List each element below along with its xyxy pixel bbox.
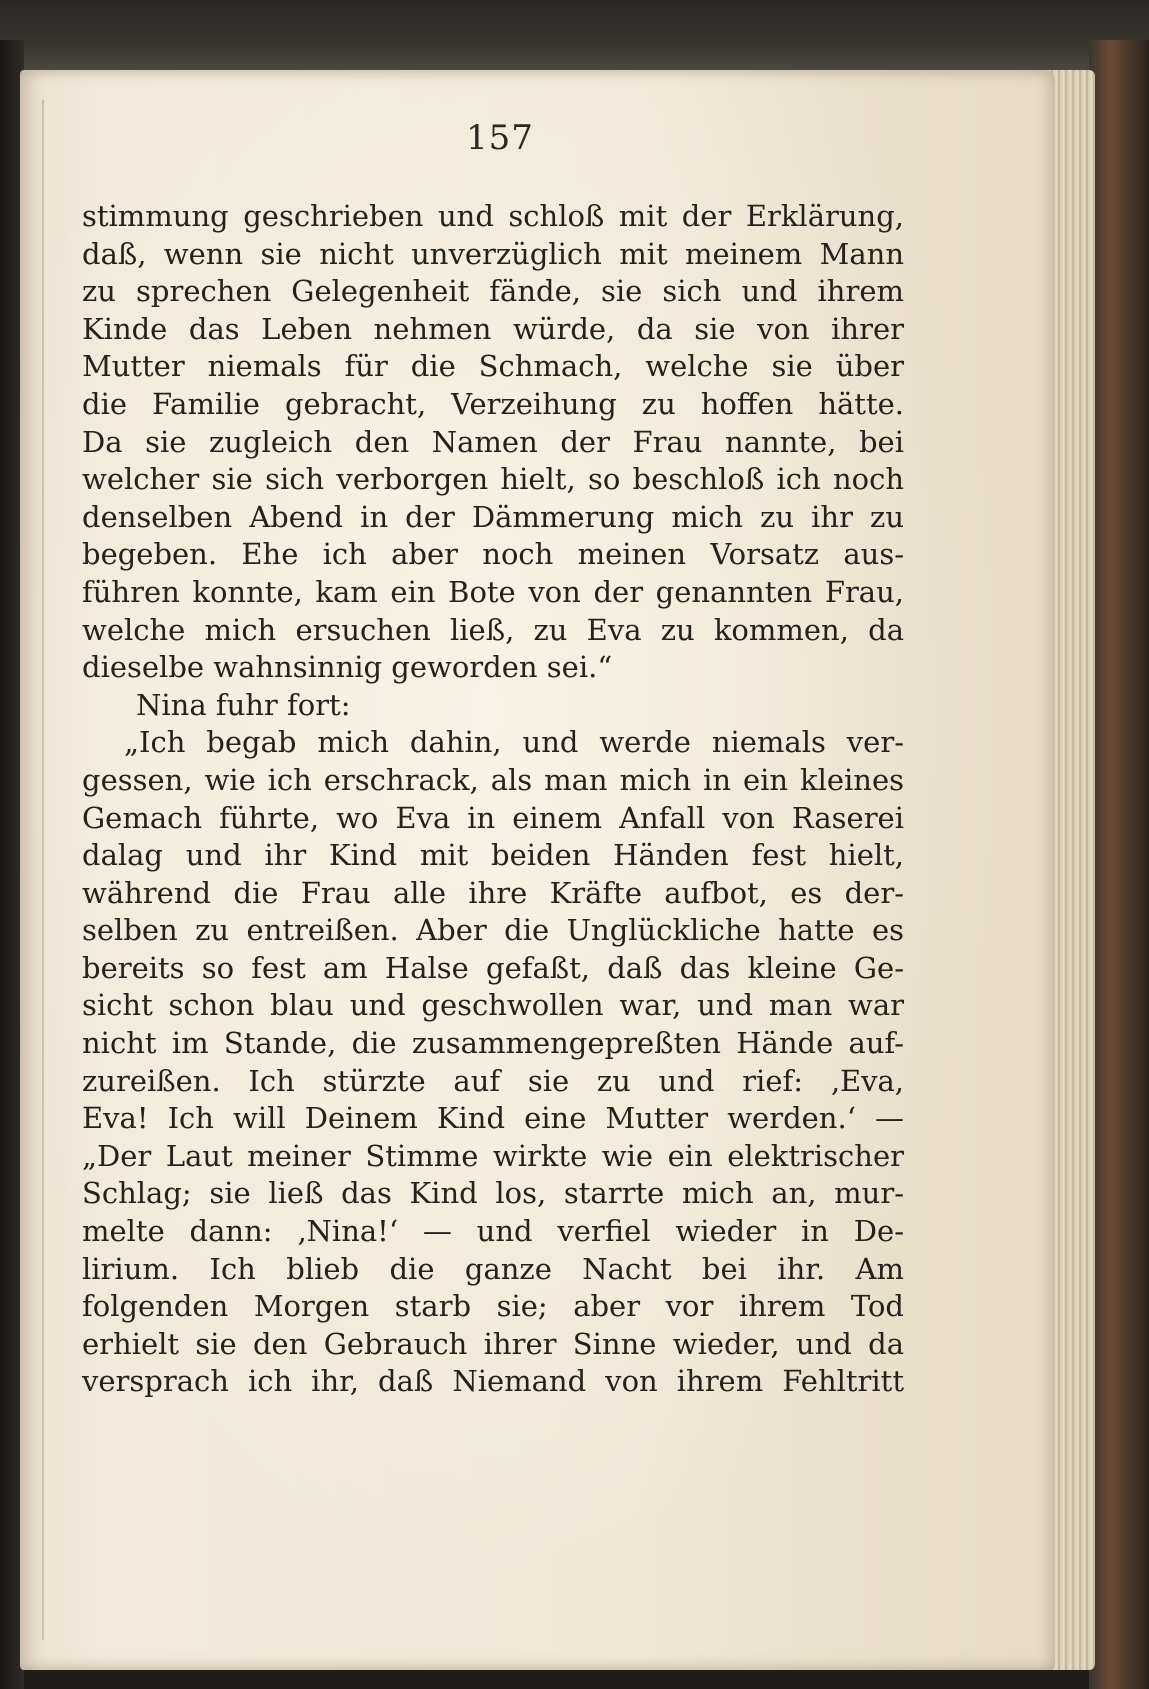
text-line: Da sie zugleich den Namen der Frau nannte, bei	[82, 424, 904, 459]
text-line: denselben Abend in der Dämmerung mich zu ihr zu	[82, 499, 904, 534]
book-cover-top	[0, 0, 1149, 70]
text-line: zu sprechen Gelegenheit fände, sie sich und ihrem	[82, 274, 904, 309]
text-line: während die Frau alle ihre Kräfte aufbot, es der-	[82, 875, 904, 910]
text-line: die Familie gebracht, Verzeihung zu hoffen hätte.	[82, 386, 904, 421]
text-line: Mutter niemals für die Schmach, welche sie über	[82, 349, 904, 384]
text-line: sicht schon blau und geschwollen war, und man war	[82, 988, 904, 1023]
text-line: dalag und ihr Kind mit beiden Händen fest hielt,	[82, 838, 904, 873]
book-page	[20, 70, 1055, 1670]
text-line: stimmung geschrieben und schloß mit der Erklärung,	[82, 199, 904, 233]
text-line: Gemach führte, wo Eva in einem Anfall von Raserei	[82, 800, 904, 835]
text-line: lirium. Ich blieb die ganze Nacht bei ihr. Am	[82, 1251, 904, 1286]
text-line: erhielt sie den Gebrauch ihrer Sinne wieder, und da	[82, 1326, 904, 1361]
text-line: Schlag; sie ließ das Kind los, starrte mich an, mur-	[82, 1176, 904, 1211]
text-line: gessen, wie ich erschrack, als man mich in ein kleines	[82, 762, 904, 797]
text-line: „Der Laut meiner Stimme wirkte wie ein elektrischer	[82, 1138, 904, 1173]
text-line: versprach ich ihr, daß Niemand von ihrem Fehltritt	[82, 1364, 904, 1399]
text-line: nicht im Stande, die zusammengepreßten Hände auf-	[82, 1026, 904, 1061]
page-number: 157	[466, 118, 534, 158]
text-line: zureißen. Ich stürzte auf sie zu und rief: ‚Eva,	[82, 1063, 904, 1098]
text-line: welcher sie sich verborgen hielt, so beschloß ich noch	[82, 462, 904, 497]
text-line: Kinde das Leben nehmen würde, da sie von ihrer	[82, 311, 904, 346]
text-line: Eva! Ich will Deinem Kind eine Mutter werden.‘ —	[82, 1101, 904, 1136]
text-line: selben zu entreißen. Aber die Unglückliche hatte es	[82, 913, 904, 948]
text-line: dieselbe wahnsinnig geworden sei.“	[82, 650, 613, 685]
book-cover-right	[1089, 40, 1149, 1689]
text-line: melte dann: ‚Nina!‘ — und verfiel wieder in De-	[82, 1214, 904, 1249]
text-line: folgenden Morgen starb sie; aber vor ihrem Tod	[82, 1289, 904, 1324]
text-line: daß, wenn sie nicht unverzüglich mit meinem Mann	[82, 236, 904, 271]
page-gutter	[42, 100, 44, 1640]
text-line: bereits so fest am Halse gefaßt, daß das kleine Ge-	[82, 950, 904, 985]
text-line: Nina fuhr fort:	[136, 687, 351, 722]
page-text	[82, 198, 904, 1401]
text-line: „Ich begab mich dahin, und werde niemals ver-	[124, 725, 904, 760]
text-line: begeben. Ehe ich aber noch meinen Vorsatz aus-	[82, 537, 904, 572]
text-line: welche mich ersuchen ließ, zu Eva zu kommen, da	[82, 612, 904, 647]
text-line: führen konnte, kam ein Bote von der genannten Frau,	[82, 574, 904, 609]
